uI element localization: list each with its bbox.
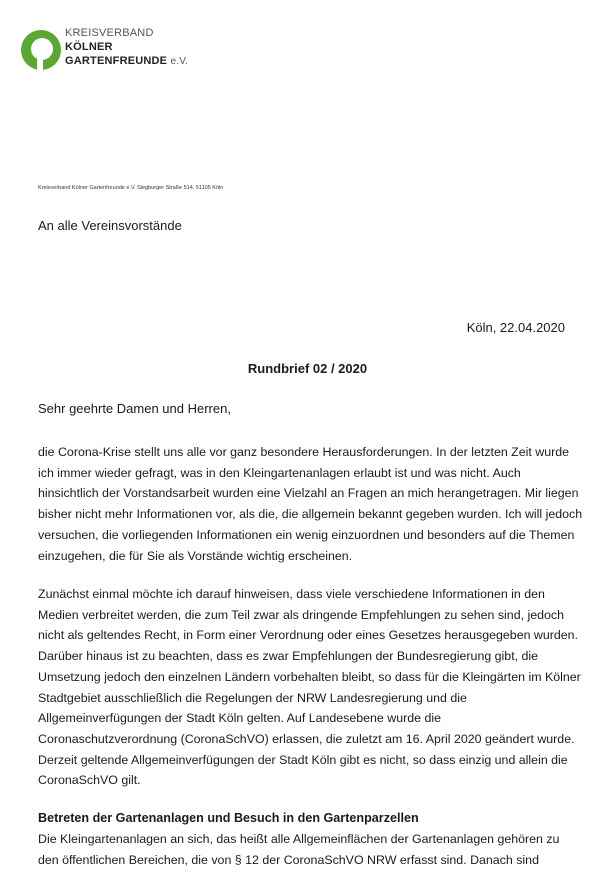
letterhead-line3 — [65, 54, 188, 69]
letterhead-suffix: e.V. — [170, 56, 189, 67]
letterhead-text — [65, 26, 188, 69]
letterhead-line3-text: GARTENFREUNDE — [65, 55, 168, 67]
recipient-line: An alle Vereinsvorstände — [38, 218, 182, 233]
letter-subject: Rundbrief 02 / 2020 — [247, 361, 368, 376]
section-paragraph: Die Kleingartenanlagen an sich, das heißt alle Allgemeinflächen der Gartenanlagen gehören zu den öffentlichen Bereichen, die von § 12 der CoronaSchVO NRW erfasst sind. Danach sind — [38, 832, 560, 867]
garden-ring-logo-icon — [20, 29, 62, 71]
sender-address-line: Kreisverband Kölner Gartenfreunde e.V. Siegburger Straße 514, 51105 Köln — [38, 185, 224, 191]
letterhead-line2: KÖLNER — [65, 41, 113, 53]
section-heading: Betreten der Gartenanlagen und Besuch in den Gartenparzellen — [38, 811, 419, 825]
salutation: Sehr geehrte Damen und Herren, — [38, 401, 231, 416]
letterhead-line1: KREISVERBAND — [65, 27, 154, 39]
letter-date: Köln, 22.04.2020 — [466, 320, 565, 335]
body-paragraph-1: die Corona-Krise stellt uns alle vor ganz besondere Herausforderungen. In der letzten Zeit wurde ich immer wieder gefragt, was in den Kleingartenanlagen erlaubt ist und was nicht. Auch hinsichtlich der Vorstandsarbeit wurden eine Vielzahl an Fragen an mich herangetragen. Mir liegen bisher nicht mehr Informationen vor, als die, die allgemein bekannt gegeben wurden. Ich will jedoch versuchen, die vorliegenden Informationen ein wenig einzuordnen und besonders auf die Themen einzugehen, die für Sie als Vorstände wichtig erscheinen. — [38, 445, 583, 563]
body-paragraph-2: Zunächst einmal möchte ich darauf hinweisen, dass viele verschiedene Informationen in den Medien verbreitet werden, die zum Teil zwar als dringende Empfehlungen zu sehen sind, jedoch nicht als geltendes Recht, in Form einer Verordnung oder eines Gesetzes herausgegeben wurden. Darüber hinaus ist zu beachten, dass es zwar Empfehlungen der Bundesregierung gibt, die Umsetzung jedoch den einzelnen Ländern vorbehalten bleibt, so dass für die Kleingärten im Kölner Stadtgebiet ausschließlich die Regelungen der NRW Landesregierung und die Allgemeinverfügungen der Stadt Köln gelten. Auf Landesebene wurde die Coronaschutzverordnung (CoronaSchVO) erlassen, die zuletzt am 16. April 2020 geändert wurde. Derzeit geltende Allgemeinverfügungen der Stadt Köln gibt es nicht, so dass einzig und allein die CoronaSchVO gilt. — [38, 587, 581, 788]
